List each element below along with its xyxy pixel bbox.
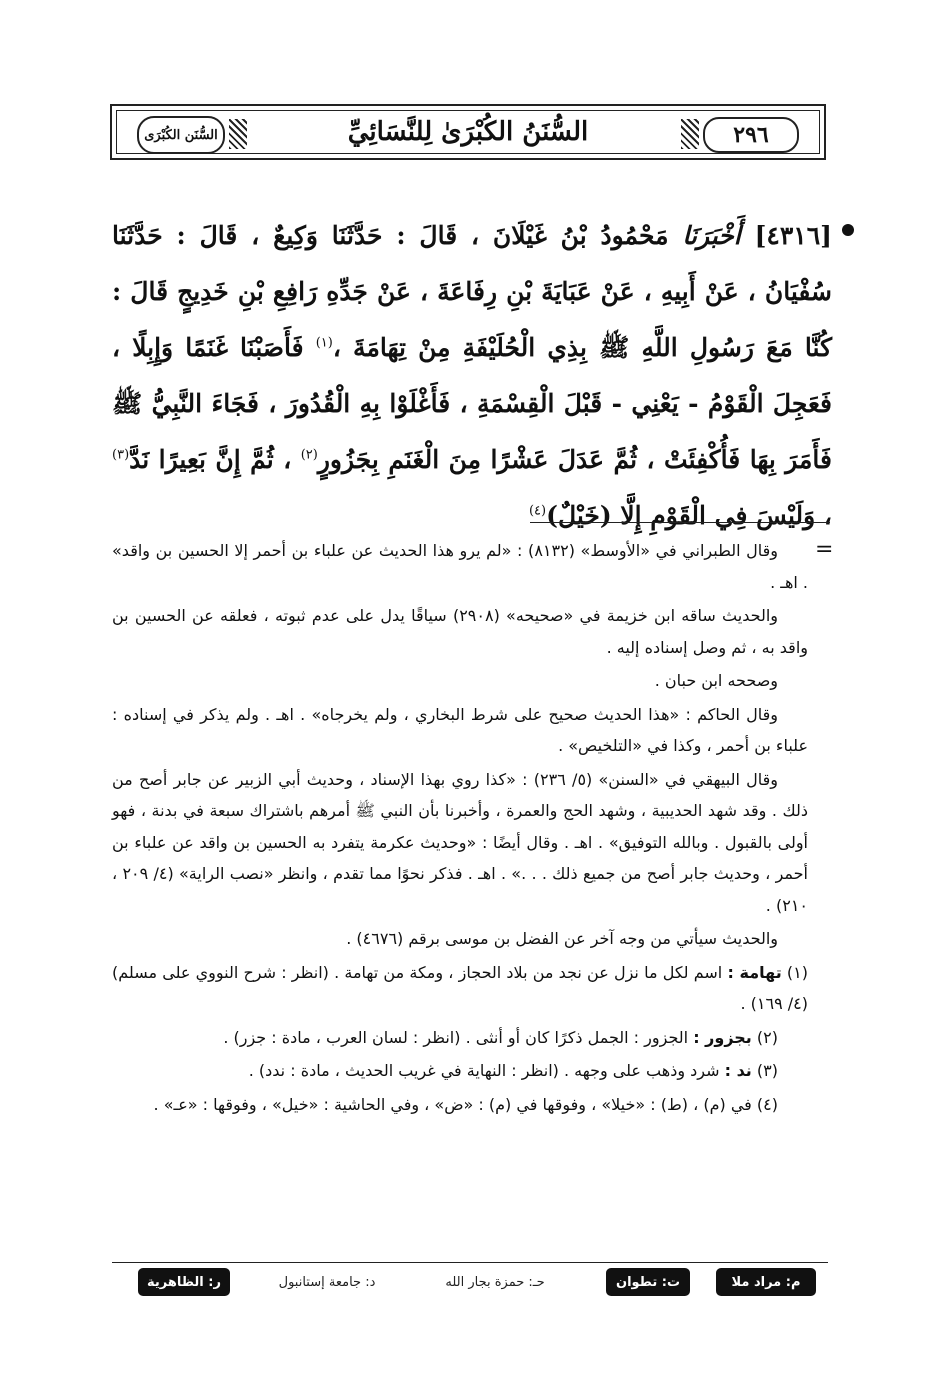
note-paragraph: وقال الطبراني في «الأوسط» (٨١٣٢) : «لم يرو هذا الحديث عن علباء بن أحمر إلا الحسين بن واقد» . اهـ . [112, 541, 808, 592]
notes-section [112, 535, 808, 1122]
note-paragraph: وقال البيهقي في «السنن» (٥/ ٢٣٦) : «كذا روي بهذا الإسناد ، وحديث أبي الزبير عن جابر أصح من ذلك . وقد شهد الحديبية ، وشهد الحج والعمرة ، وأخبرنا بأن النبي ﷺ أمرهم باشتراك سبعة في بدنة ، فهو أولى بالقبول . وبالله التوفيق» . اهـ . وقال أيضًا : «وحديث عكرمة يتفرد به الحسين بن واقد عن علباء بن أحمر ، وحديث جابر أصح من جميع ذلك . . .» . اهـ . فذكر نحوًا مما تقدم ، وانظر «نصب الراية» (٤/ ٢٠٩ ، ٢١٠) . [112, 769, 809, 915]
footnote-item [112, 1022, 808, 1054]
footnote-item [112, 1055, 808, 1087]
page-number: ٢٩٦ [733, 122, 769, 148]
continuation-mark: = [815, 537, 834, 562]
footnote-text: اسم لكل ما نزل عن نجد من بلاد الحجاز ، ومكة من تهامة . (انظر : شرح النووي على مسلم) (٤/ ١٦٩) . [112, 962, 808, 1013]
bullet-icon [842, 224, 854, 236]
page-header [110, 104, 826, 160]
footnote-item [112, 1089, 808, 1121]
note-paragraph: وقال الحاكم : «هذا الحديث صحيح على شرط البخاري ، ولم يخرجاه» . اهـ . ولم يذكر في إسناده : علباء بن أحمر ، وكذا في «التلخيص» . [112, 704, 808, 755]
footnote-ref: (٤) [528, 503, 547, 519]
footnote-ref: (٢) [300, 447, 318, 463]
footnote-number: (٤) [756, 1094, 778, 1114]
notes-separator [530, 522, 830, 523]
manuscript-tag-t: ت: تطوان [606, 1268, 690, 1296]
page-number-box [703, 117, 799, 153]
book-title: السُّنَنُ الكُبْرَىٰ لِلنَّسَائِيِّ [347, 117, 589, 147]
logo-text: السُّنَن الكُبْرَى [144, 127, 218, 143]
hadith-text [112, 208, 832, 544]
hadith-number: [٤٣١٦] [754, 221, 832, 250]
manuscript-tag-h: حـ: حمزة بجار الله [445, 1274, 545, 1290]
footnote-item [112, 957, 808, 1020]
footnote-text: شرد وذهب على وجهه . (انظر : النهاية في غريب الحديث ، مادة : ندد) . [248, 1061, 720, 1080]
note-paragraph: وصححه ابن حبان . [654, 671, 778, 690]
footnote-number: (١) [786, 962, 808, 982]
book-logo [137, 116, 225, 154]
ornament-icon [229, 119, 247, 149]
footnote-ref: (٣) [112, 447, 130, 463]
hadith-body: مَحْمُودُ بْنُ غَيْلَانَ ، قَالَ : حَدَّثَنَا وَكِيعٌ ، قَالَ : حَدَّثَنَا سُفْيَانُ ، عَنْ أَبِيهِ ، عَنْ عَبَايَةَ بْنِ رِفَاعَةَ ، عَنْ جَدِّهِ رَافِعِ بْنِ خَدِيجٍ قَالَ : كُنَّا مَعَ رَسُولِ اللَّهِ ﷺ بِذِي الْحُلَيْفَةِ مِنْ تِهَامَةَ ، [112, 221, 832, 362]
footnote-number: (٣) [756, 1061, 778, 1080]
ornament-icon [681, 119, 699, 149]
hadith-body-2: فَأَصَبْنَا غَنَمًا وَإِبِلًا ، فَعَجِلَ الْقَوْمُ - يَعْنِي - قَبْلَ الْقِسْمَةِ ، فَأَغْلَوْا بِهِ الْقُدُورَ ، فَجَاءَ النَّبِيُّ ﷺ فَأَمَرَ بِهَا فَأُكْفِئَتْ ، ثُمَّ عَدَلَ عَشْرًا مِنَ الْغَنَمِ بِجَزُورٍ [112, 333, 832, 474]
footnote-text: الجزور : الجمل ذكرًا كان أو أنثى . (انظر : لسان العرب ، مادة : جزر) . [223, 1027, 689, 1047]
footnote-ref: (١) [315, 335, 333, 351]
manuscript-tag-m: م: مراد ملا [716, 1268, 816, 1296]
hadith-body-3: ، ثُمَّ إِنَّ بَعِيرًا نَدَّ [129, 445, 292, 474]
footnote-number: (٢) [756, 1027, 778, 1047]
footnote-text: في (م) ، (ط) : «خيلا» ، وفوقها في (م) : «ض» ، وفي الحاشية : «خيل» ، وفوقها : «عـ» . [153, 1094, 752, 1114]
note-paragraph: والحديث ساقه ابن خزيمة في «صحيحه» (٢٩٠٨) سياقًا يدل على عدم ثبوته ، فعلقه عن الحسين بن واقد به ، ثم وصل إسناده إليه . [112, 606, 808, 657]
header-frame [116, 110, 820, 154]
footnote-term: ند : [724, 1061, 752, 1080]
footnote-term: بجزور : [693, 1027, 752, 1047]
note-paragraph: والحديث سيأتي من وجه آخر عن الفضل بن موسى برقم (٤٦٧٦) . [346, 929, 778, 948]
hadith-body-4: ، وَلَيْسَ فِي الْقَوْمِ إِلَّا (خَيْلٌ) [546, 501, 832, 530]
manuscript-tag-d: د: جامعة إستانبول [278, 1274, 376, 1290]
footnote-term: تهامة : [727, 962, 782, 982]
hadith-lead: أَخْبَرَنَا [682, 221, 741, 250]
footer-rule [112, 1262, 828, 1263]
manuscript-tag-r: ر: الظاهرية [138, 1268, 230, 1296]
